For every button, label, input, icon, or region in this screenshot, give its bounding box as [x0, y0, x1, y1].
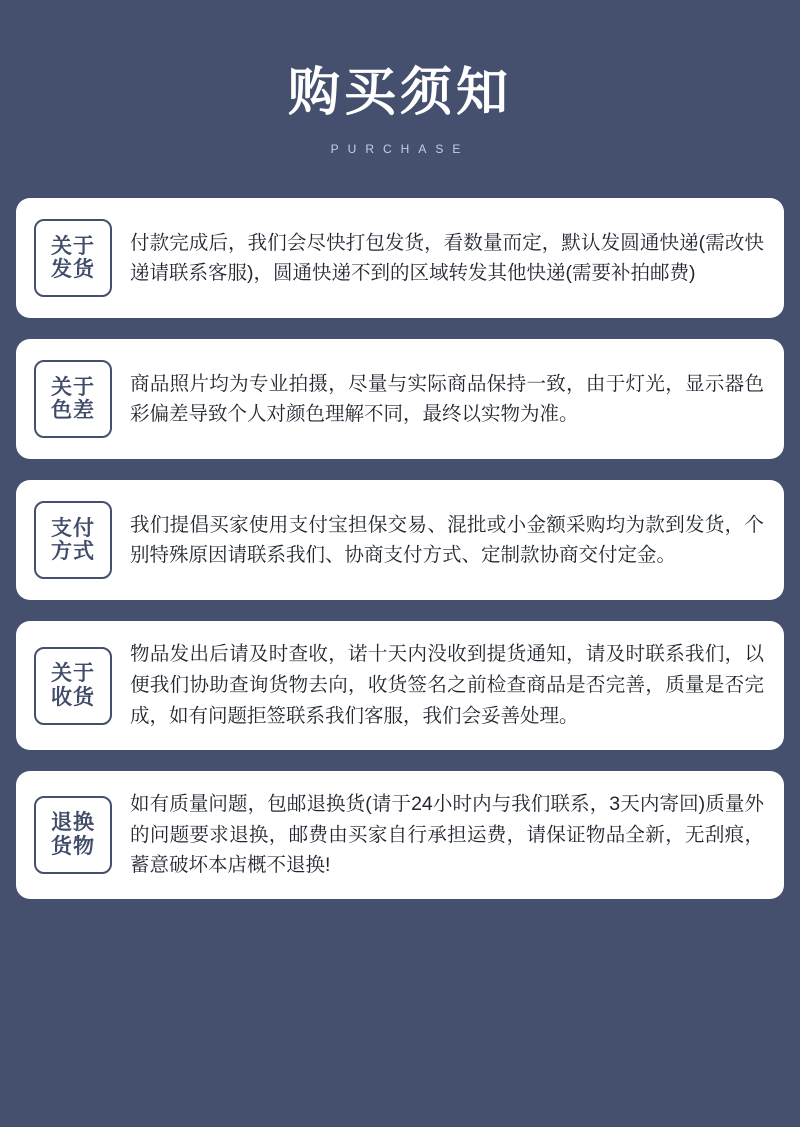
notice-text-receiving: 物品发出后请及时查收，诺十天内没收到提货通知，请及时联系我们，以便我们协助查询货物去向，收货签名之前检查商品是否完善，质量是否完成，如有问题拒签联系我们客服，我们会妥善处理。 [130, 643, 764, 727]
notice-badge-receiving [34, 647, 112, 725]
notice-card-shipping [16, 198, 784, 318]
page-subtitle: PURCHASE [330, 142, 470, 157]
badge-line-1: 关于 [51, 375, 95, 399]
page-header [0, 0, 800, 156]
page-title: 购买须知 [287, 64, 512, 122]
notice-text-payment: 我们提倡买家使用支付宝担保交易、混批或小金额采购均为款到发货，个别特殊原因请联系我们、协商支付方式、定制款协商交付定金。 [130, 513, 764, 567]
badge-line-2: 发货 [51, 258, 95, 282]
badge-line-2: 货物 [51, 834, 95, 858]
badge-line-2: 色差 [51, 399, 95, 423]
notice-card-payment [16, 480, 784, 600]
notice-card-color-difference [16, 339, 784, 459]
notice-badge-color-difference [34, 360, 112, 438]
notice-badge-shipping [34, 219, 112, 297]
badge-line-1: 退换 [51, 811, 95, 835]
badge-line-1: 支付 [51, 516, 95, 540]
notice-text-color-difference: 商品照片均为专业拍摄，尽量与实际商品保持一致，由于灯光，显示器色彩偏差导致个人对颜色理解不同，最终以实物为准。 [130, 372, 764, 426]
notice-card-returns [16, 771, 784, 899]
badge-line-1: 关于 [51, 662, 95, 686]
notice-badge-returns [34, 796, 112, 874]
notice-badge-payment [34, 501, 112, 579]
badge-line-2: 收货 [51, 685, 95, 709]
notice-text-returns: 如有质量问题，包邮退换货(请于24小时内与我们联系，3天内寄回)质量外的问题要求退换，邮费由买家自行承担运费，请保证物品全新，无刮痕，蓄意破坏本店概不退换! [130, 792, 764, 877]
badge-line-1: 关于 [51, 234, 95, 258]
notice-card-list [0, 198, 800, 899]
badge-line-2: 方式 [51, 540, 95, 564]
notice-card-receiving [16, 621, 784, 749]
notice-text-shipping: 付款完成后，我们会尽快打包发货，看数量而定，默认发圆通快递(需改快递请联系客服)，圆通快递不到的区域转发其他快递(需要补拍邮费) [130, 231, 764, 285]
